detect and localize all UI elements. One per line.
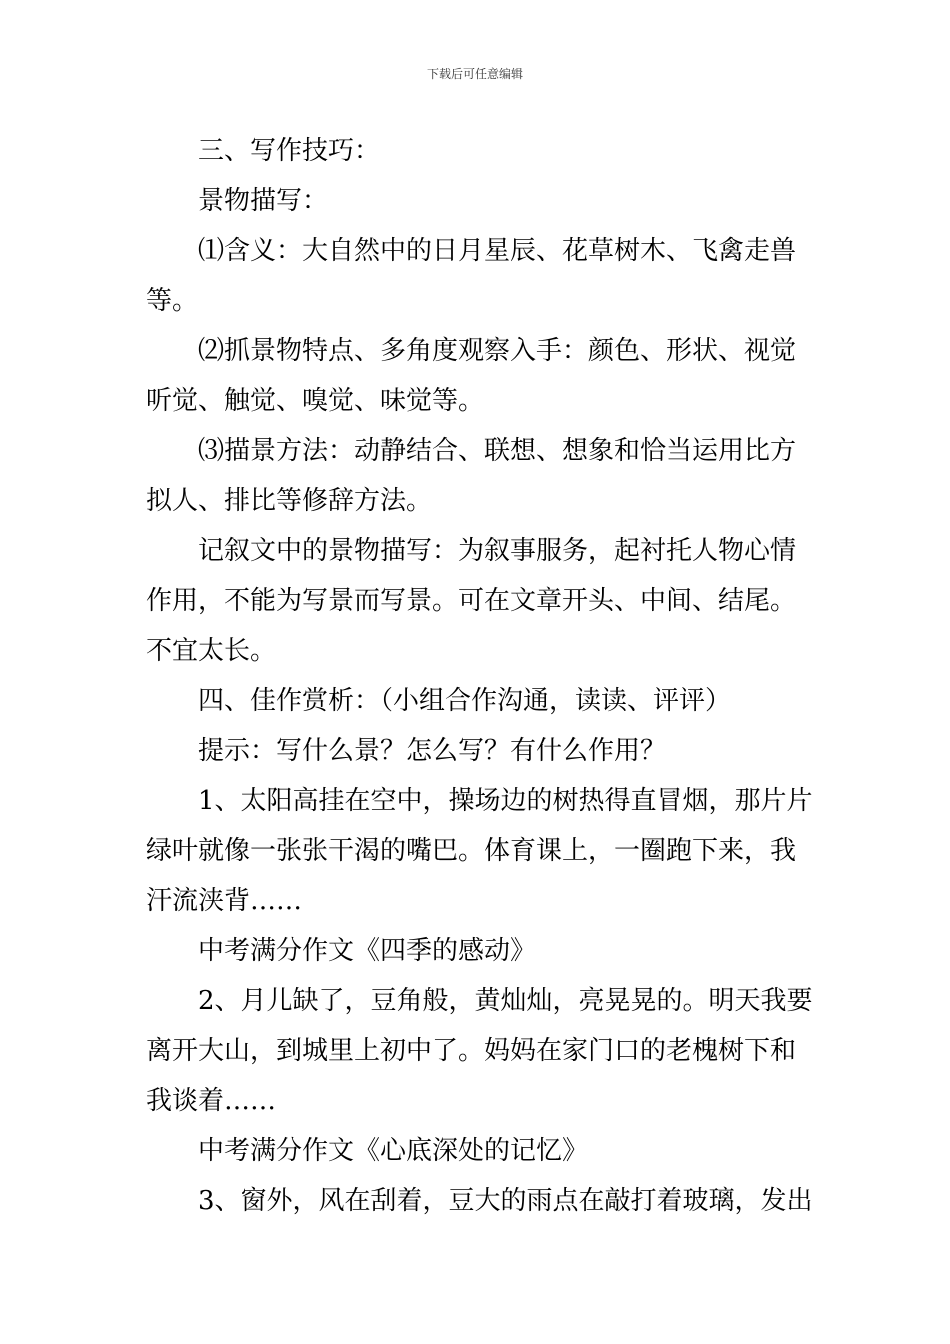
paragraph-line-start: 四、佳作赏析：（小组合作沟通，读读、评评） [198,686,732,716]
page-header: 下载后可任意编辑 [426,67,523,81]
paragraph-line-start: 2、月儿缺了，豆角般，黄灿灿，亮晃晃的。明天我要 [198,986,813,1016]
paragraph-line: 离开大山，到城里上初中了。妈妈在家门口的老槐树下和 [146,1036,797,1066]
paragraph-line-start: 中考满分作文《心底深处的记忆》 [198,1136,589,1166]
paragraph-line: 汗流浃背…… [146,886,303,916]
paragraph-line: 拟人、排比等修辞方法。 [146,486,433,516]
paragraph-line: 我谈着…… [146,1086,277,1116]
paragraph-line: 等。 [146,286,199,316]
paragraph-line-start: ⑶描景方法：动静结合、联想、想象和恰当运用比方 [198,436,797,466]
paragraph-line: 听觉、触觉、嗅觉、味觉等。 [146,386,485,416]
paragraph-line-start: ⑵抓景物特点、多角度观察入手：颜色、形状、视觉 [198,336,797,366]
document-body [146,126,813,1226]
paragraph-line-start: 记叙文中的景物描写：为叙事服务，起衬托人物心情 [198,536,797,566]
paragraph-line-start: 中考满分作文《四季的感动》 [198,936,537,966]
paragraph-line-start: 景物描写： [198,186,329,216]
paragraph-line-start: 3、窗外，风在刮着，豆大的雨点在敲打着玻璃，发出 [198,1186,813,1216]
paragraph-line-start: ⑴含义：大自然中的日月星辰、花草树木、飞禽走兽 [198,236,797,266]
paragraph-line-start: 三、写作技巧： [198,136,381,166]
paragraph-line-start: 提示：写什么景？怎么写？有什么作用？ [198,736,667,766]
paragraph-line: 绿叶就像一张张干渴的嘴巴。体育课上，一圈跑下来，我 [146,836,797,866]
paragraph-line: 作用，不能为写景而写景。可在文章开头、中间、结尾。 [146,586,797,616]
paragraph-line-start: 1、太阳高挂在空中，操场边的树热得直冒烟，那片片 [198,786,813,816]
paragraph-line: 不宜太长。 [146,636,277,666]
